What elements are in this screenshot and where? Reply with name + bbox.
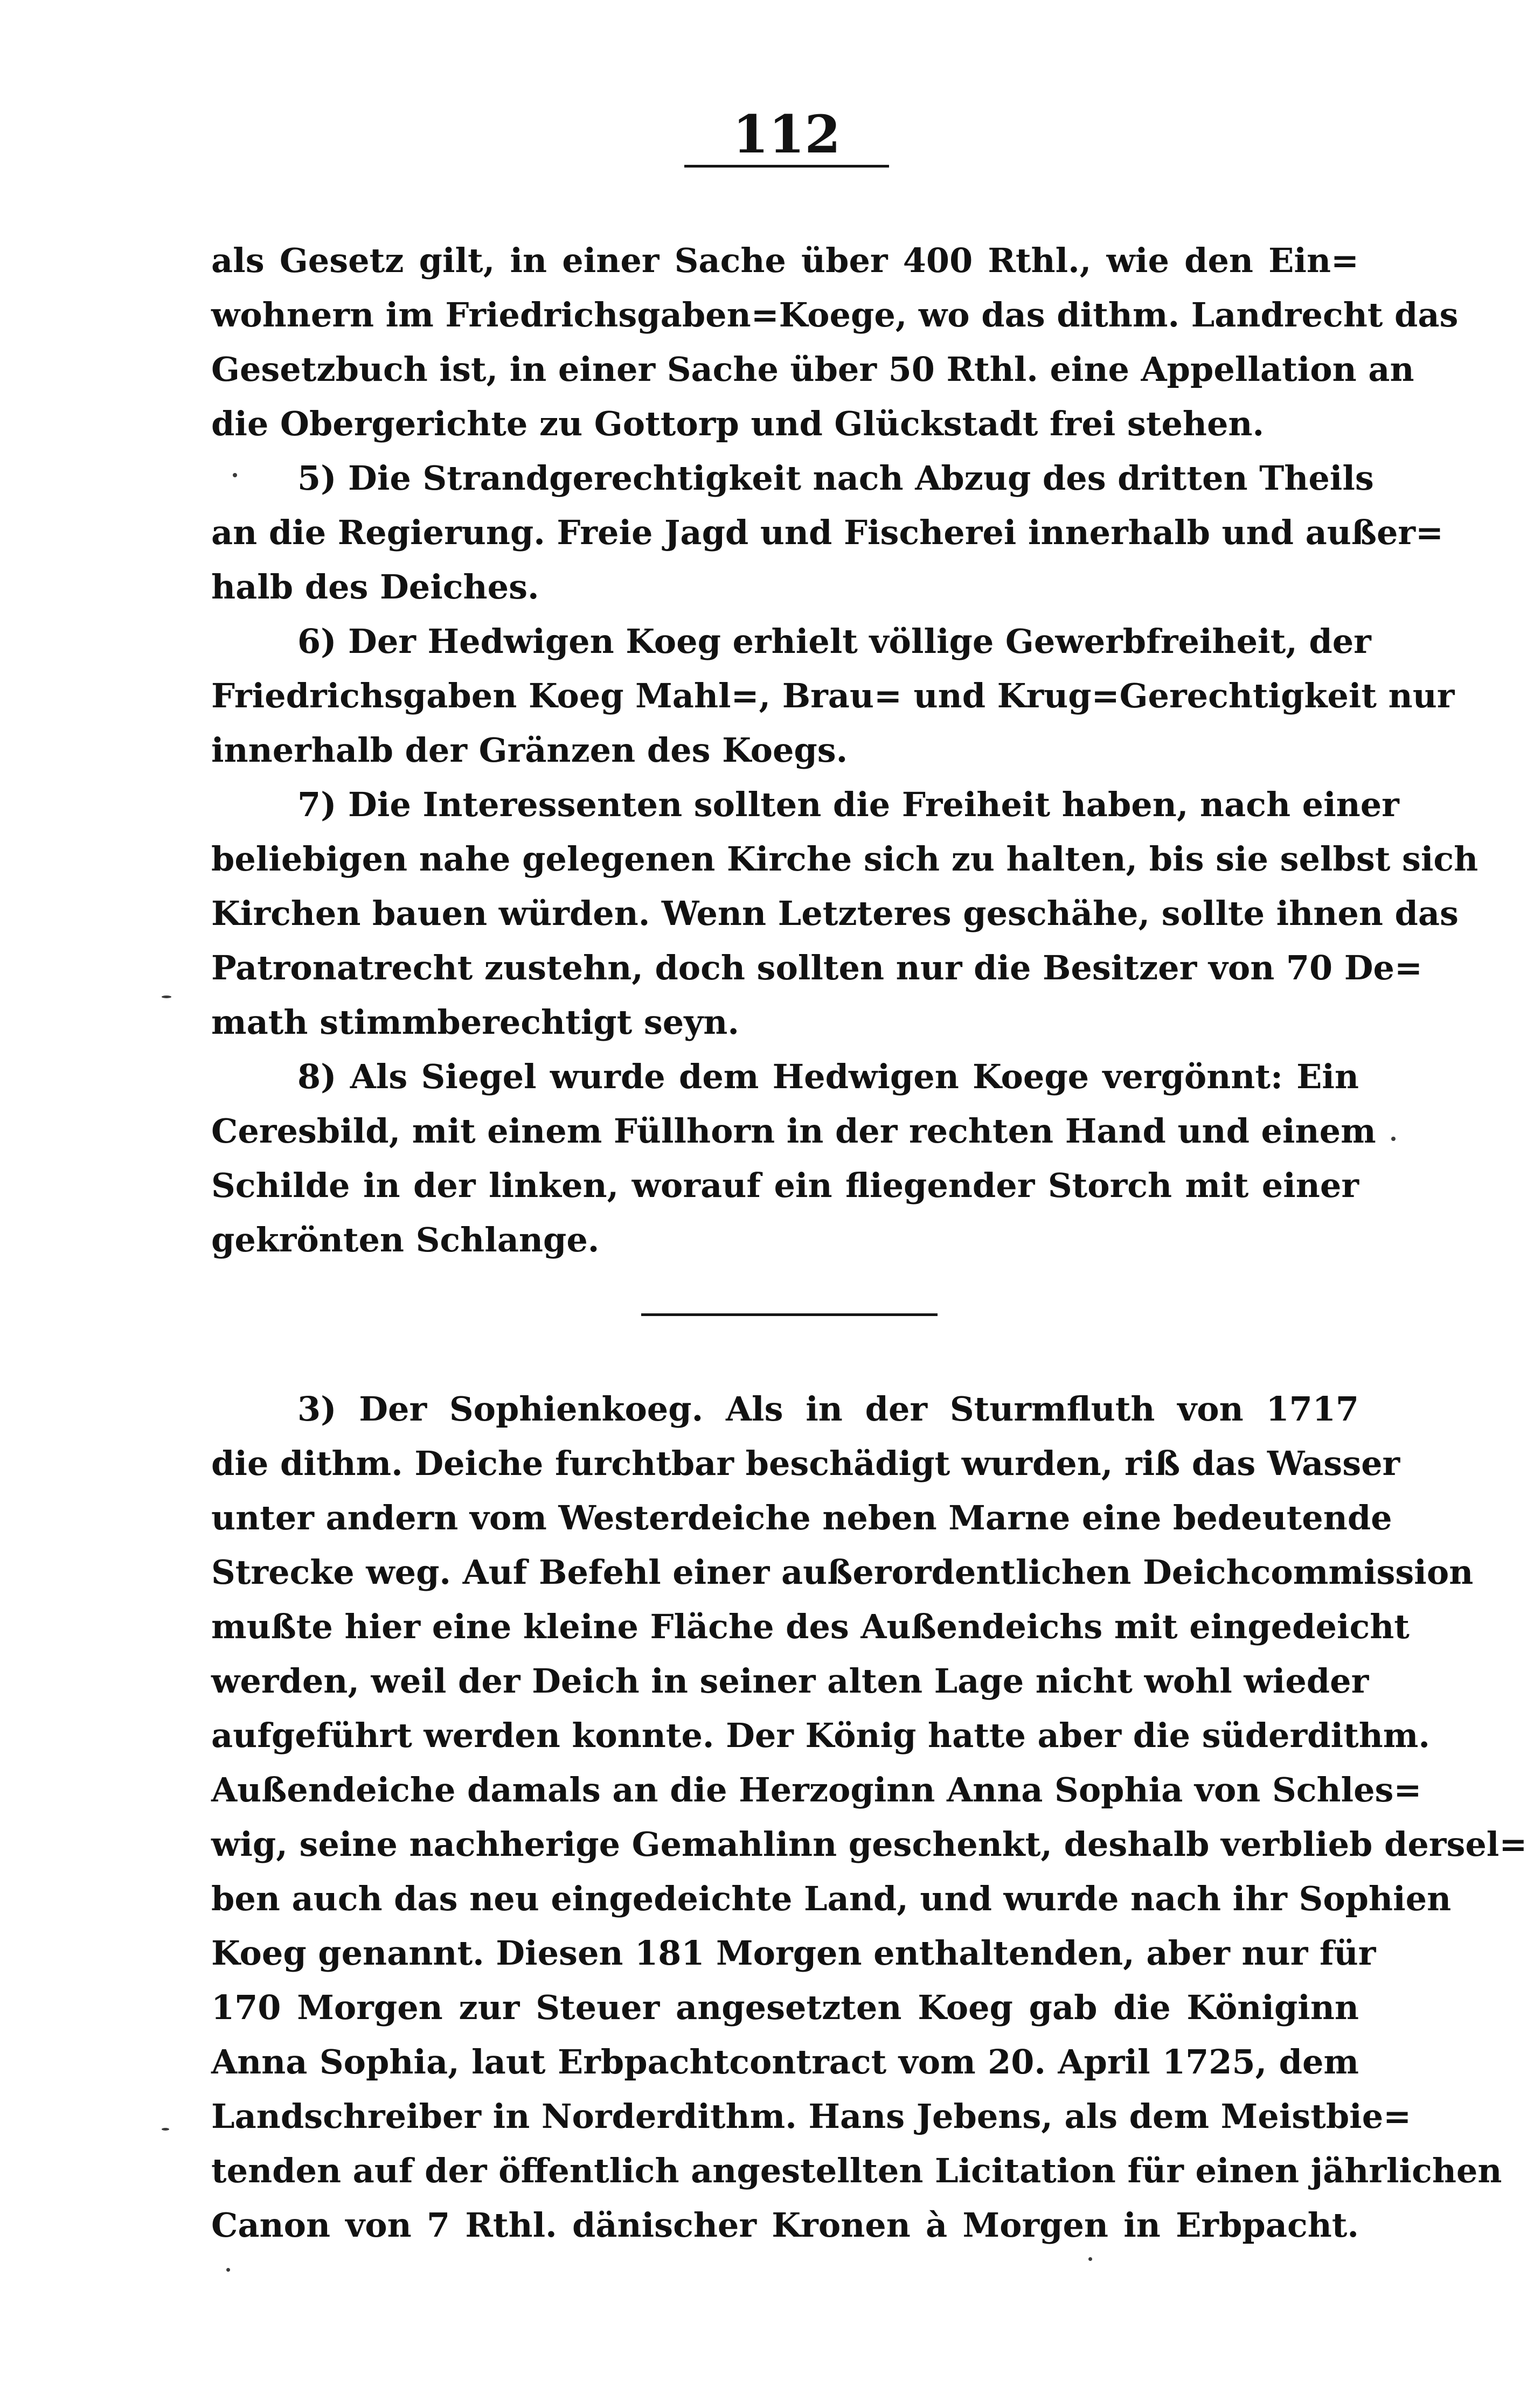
- paragraph-item-7: [211, 777, 1479, 1049]
- scan-speck: [233, 473, 237, 477]
- text-line: 8) Als Siegel wurde dem Hedwigen Koege vergönnt: Ein: [297, 1057, 1359, 1096]
- text-line: 3) Der Sophienkoeg. Als in der Sturmfluth von 1717: [297, 1389, 1359, 1429]
- text-line: Anna Sophia, laut Erbpachtcontract vom 20. April 1725, dem: [211, 2042, 1359, 2082]
- text-line: wohnern im Friedrichsgaben=Koege, wo das dithm. Landrecht das: [211, 295, 1459, 335]
- text-line: werden, weil der Deich in seiner alten Lage nicht wohl wieder: [211, 1661, 1369, 1701]
- text-line: Patronatrecht zustehn, doch sollten nur die Besitzer von 70 De=: [211, 948, 1422, 987]
- text-line: wig, seine nachherige Gemahlinn geschenkt, deshalb verblieb dersel=: [211, 1825, 1527, 1864]
- upper-text-block: [211, 233, 1479, 1267]
- paragraph-sophienkoeg: [211, 1382, 1527, 2252]
- text-line: Koeg genannt. Diesen 181 Morgen enthaltenden, aber nur für: [211, 1933, 1376, 1973]
- text-line: Landschreiber in Norderdithm. Hans Jebens, als dem Meistbie=: [211, 2097, 1412, 2136]
- text-line: 6) Der Hedwigen Koeg erhielt völlige Gewerbfreiheit, der: [297, 622, 1371, 661]
- scan-speck: [1391, 1137, 1396, 1141]
- text-line: unter andern vom Westerdeiche neben Marne eine bedeutende: [211, 1498, 1392, 1537]
- text-line: Canon von 7 Rthl. dänischer Kronen à Morgen in Erbpacht.: [211, 2205, 1359, 2245]
- text-line: 170 Morgen zur Steuer angesetzten Koeg gab die Königinn: [211, 1988, 1359, 2027]
- text-line: Kirchen bauen würden. Wenn Letzteres geschähe, sollte ihnen das: [211, 894, 1459, 933]
- text-line: Gesetzbuch ist, in einer Sache über 50 Rthl. eine Appellation an: [211, 350, 1414, 389]
- text-line: mußte hier eine kleine Fläche des Außendeichs mit eingedeicht: [211, 1607, 1410, 1646]
- text-line: Friedrichsgaben Koeg Mahl=, Brau= und Krug=Gerechtigkeit nur: [211, 676, 1455, 715]
- text-line: als Gesetz gilt, in einer Sache über 400 Rthl., wie den Ein=: [211, 241, 1359, 280]
- text-line: math stimmberechtigt seyn.: [211, 1003, 739, 1042]
- lower-text-block: [211, 1382, 1527, 2252]
- page-number: 112: [732, 104, 841, 165]
- scan-speck: [1088, 2257, 1092, 2261]
- section-divider: [641, 1313, 938, 1316]
- text-line: die Obergerichte zu Gottorp und Glückstadt frei stehen.: [211, 404, 1265, 443]
- text-line: die dithm. Deiche furchtbar beschädigt wurden, riß das Wasser: [211, 1444, 1400, 1483]
- text-line: 5) Die Strandgerechtigkeit nach Abzug des dritten Theils: [297, 458, 1374, 498]
- paragraph-item-5: [211, 451, 1444, 614]
- text-line: gekrönten Schlange.: [211, 1220, 600, 1259]
- paragraph-continuation: [211, 233, 1459, 451]
- text-line: halb des Deiches.: [211, 567, 539, 607]
- text-line: Schilde in der linken, worauf ein fliegender Storch mit einer: [211, 1166, 1359, 1205]
- scan-speck: [226, 2268, 230, 2272]
- text-line: 7) Die Interessenten sollten die Freiheit haben, nach einer: [297, 785, 1399, 824]
- text-line: innerhalb der Gränzen des Koegs.: [211, 730, 848, 770]
- text-line: Ceresbild, mit einem Füllhorn in der rechten Hand und einem: [211, 1111, 1376, 1151]
- text-line: Strecke weg. Auf Befehl einer außerordentlichen Deichcommission: [211, 1553, 1474, 1592]
- paragraph-item-6: [211, 614, 1455, 777]
- text-line: tenden auf der öffentlich angestellten Licitation für einen jährlichen: [211, 2151, 1502, 2190]
- header-rule: [684, 165, 889, 168]
- text-line: an die Regierung. Freie Jagd und Fischerei innerhalb und außer=: [211, 513, 1444, 552]
- scan-speck: [162, 996, 171, 998]
- text-line: beliebigen nahe gelegenen Kirche sich zu halten, bis sie selbst sich: [211, 839, 1479, 879]
- text-line: aufgeführt werden konnte. Der König hatte aber die süderdithm.: [211, 1716, 1430, 1755]
- scan-speck: [162, 2128, 169, 2131]
- text-line: Außendeiche damals an die Herzoginn Anna Sophia von Schles=: [211, 1770, 1422, 1810]
- text-line: ben auch das neu eingedeichte Land, und wurde nach ihr Sophien: [211, 1879, 1452, 1918]
- paragraph-item-8: [211, 1049, 1376, 1267]
